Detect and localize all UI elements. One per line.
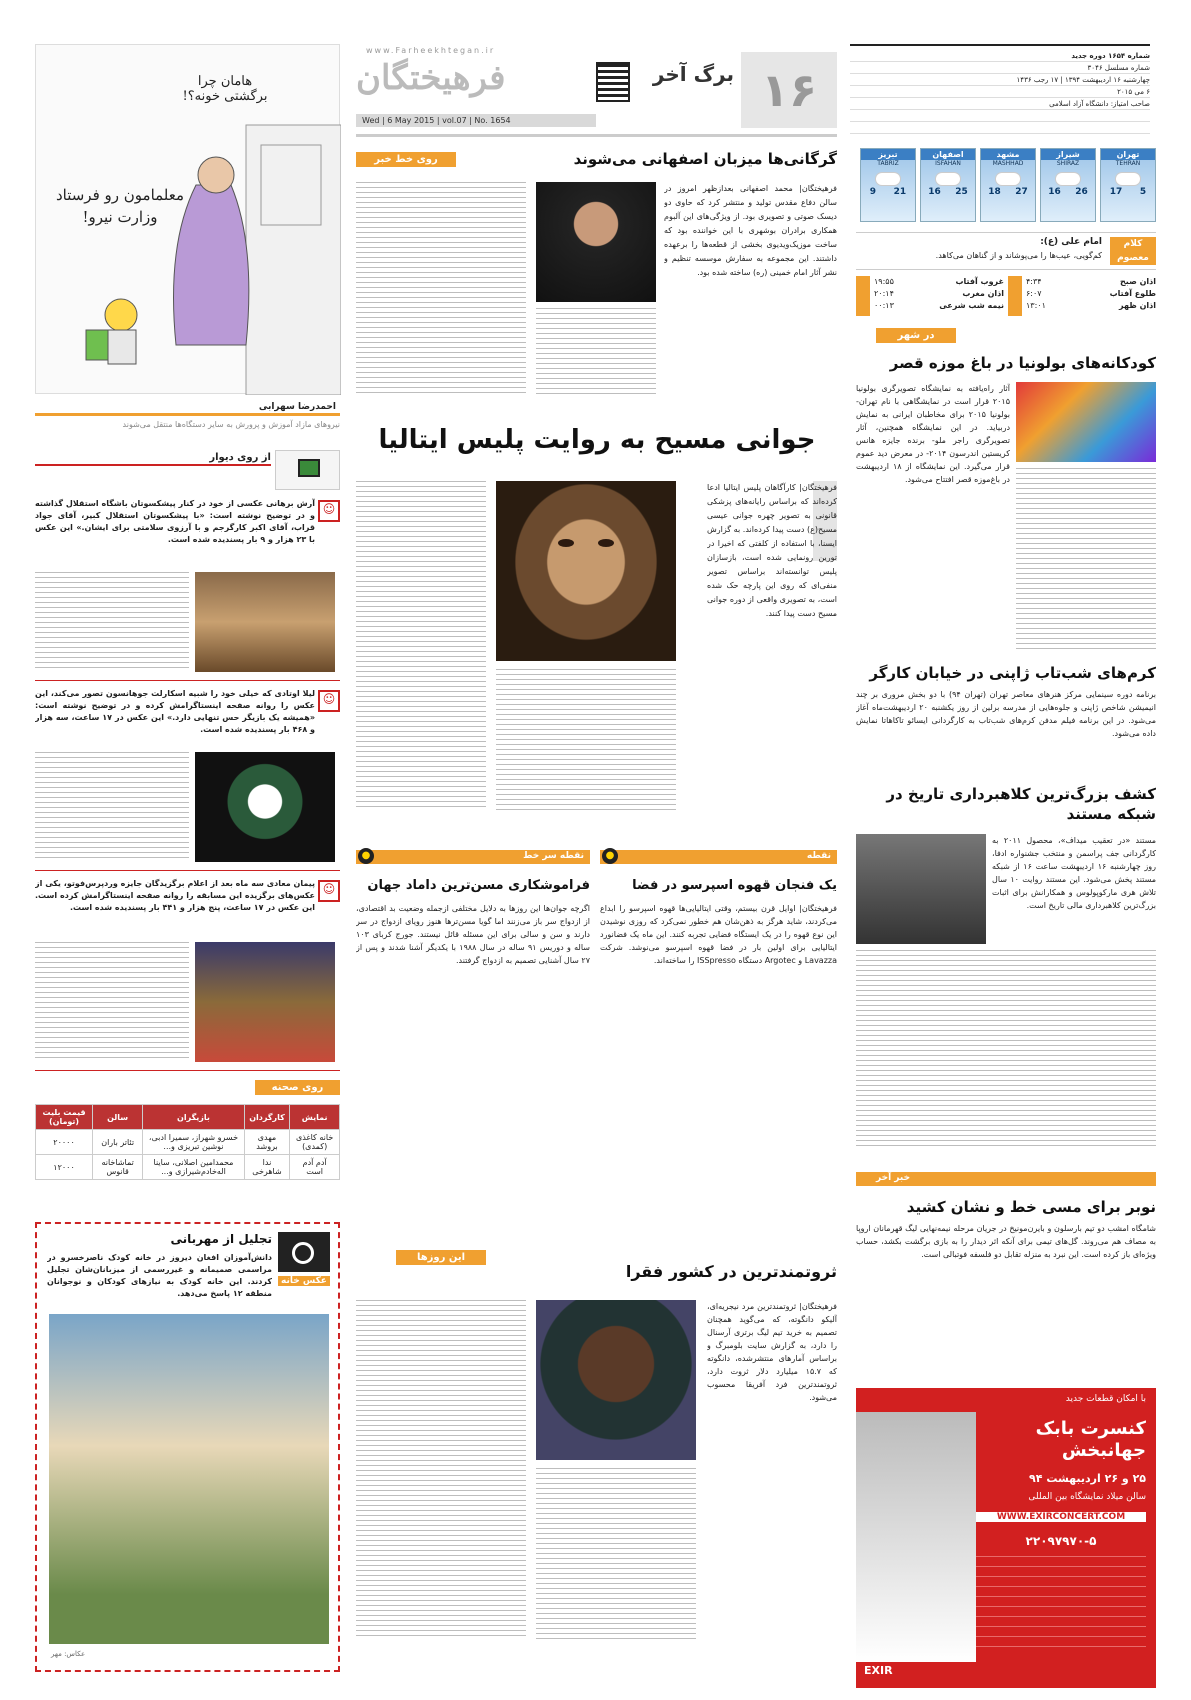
sport-title[interactable]: نوبر برای مسی خط و نشان کشید xyxy=(906,1198,1156,1216)
section-tag: خبر آخر xyxy=(876,1173,911,1183)
section-bar xyxy=(600,850,837,864)
date-fa: چهارشنبه ۱۶ اردیبهشت ۱۳۹۴ | ۱۷ رجب ۱۴۳۶ xyxy=(1016,76,1150,84)
speech-bubble-2: معلمامون رو فرستاد وزارت نیرو! xyxy=(55,186,185,226)
ad-url[interactable]: WWW.EXIRCONCERT.COM xyxy=(976,1512,1146,1522)
temp-high: 9 xyxy=(869,187,877,197)
table-header: بازیگران xyxy=(143,1105,245,1130)
weather-city-en: MASHHAD xyxy=(992,160,1024,167)
post-photo-1 xyxy=(195,572,335,672)
prayer-label: نیمه شب شرعی xyxy=(939,301,1004,310)
date-line: Wed | 6 May 2015 | vol.07 | No. 1654 xyxy=(356,114,596,127)
user-icon: ☺ xyxy=(318,500,340,522)
photo-feature xyxy=(35,1222,340,1672)
weather-city-en: TABRIZ xyxy=(877,160,899,167)
table-cell: ۱۲۰۰۰ xyxy=(36,1155,93,1180)
globe-icon: ● xyxy=(358,848,374,864)
issue-number: شماره ۱۶۵۴ دوره جدید xyxy=(1071,52,1150,60)
feature-photo xyxy=(49,1314,329,1644)
weather-city: تهران xyxy=(1101,149,1155,160)
globe-icon: ● xyxy=(602,848,618,864)
cinema-article xyxy=(856,664,1156,774)
table-cell: ندا شاهرخی xyxy=(244,1155,290,1180)
cloud-icon xyxy=(1056,173,1080,185)
temp-high: 18 xyxy=(988,187,1001,197)
temp-high: 16 xyxy=(928,187,941,197)
bologna-poster xyxy=(1016,382,1156,462)
user-icon: ☺ xyxy=(318,690,340,712)
eye-shape xyxy=(558,539,574,547)
post-photo-2 xyxy=(195,752,335,862)
prayer-time: ۱۹:۵۵ xyxy=(874,277,894,286)
table-row xyxy=(36,1130,340,1155)
main-body-column xyxy=(496,669,676,811)
weather-city: مشهد xyxy=(981,149,1035,160)
groom-body: اگرچه جوان‌ها این روزها به دلایل مختلفی ازجمله وضعیت بد اقتصادی، از ازدواج سر باز می‌زنند اما گویا مسن‌ترها هنوز رویای ازدواج در سر دارند و سن و سالی برای این مسئله قائل نیستند. جورج کربای ۱۰۳ ساله و دوریس ۹۱ ساله در سال ۱۹۸۸ با یکدیگر آشنا شدند و پس از ۲۷ سال آشنایی تصمیم به ازدواج گرفتند. xyxy=(356,904,590,965)
stage-table-box xyxy=(35,1080,340,1210)
groom-article xyxy=(356,850,590,1240)
sport-body: شامگاه امشب دو تیم بارسلون و بایرن‌مونیخ در جریان مرحله نیمه‌نهایی لیگ قهرمانان اروپا به مصاف هم می‌روند. گل‌های تیمی برای آنکه اثر دیدار را به بازی برگشت بکشد، حساب ویژه‌ای باز کرده است. این نبرد به منزله تقابل دو فلسفه فوتبالی است. xyxy=(856,1224,1156,1259)
prayer-label: اذان صبح xyxy=(1120,277,1156,286)
post-photo-3 xyxy=(195,942,335,1062)
cartoon-artist: احمدرضا سهرابی xyxy=(35,402,340,416)
stage-table xyxy=(35,1104,340,1180)
prayer-label: اذان ظهر xyxy=(1119,301,1156,310)
table-cell: آدم آدم است xyxy=(290,1155,340,1180)
prayer-bar-icon xyxy=(856,276,870,316)
city-article xyxy=(856,328,1156,658)
column-tag: از روی دیوار xyxy=(209,452,271,463)
post-body-3 xyxy=(35,942,189,1062)
divider xyxy=(35,870,340,871)
documentary-body-column xyxy=(856,950,1156,1150)
prayer-time: ۴:۳۴ xyxy=(1026,277,1042,286)
eye-shape xyxy=(598,539,614,547)
cloud-icon xyxy=(876,173,900,185)
weather-card xyxy=(1040,148,1096,222)
rich-title[interactable]: ثروتمندترین در کشور فقرا xyxy=(625,1262,837,1281)
divider xyxy=(356,134,837,137)
story-photo xyxy=(536,182,656,302)
prayer-label: اذان مغرب xyxy=(962,289,1004,298)
prayer-bar-icon xyxy=(1008,276,1022,316)
story-body-column xyxy=(356,182,526,397)
table-cell: تئاتر باران xyxy=(93,1130,143,1155)
divider xyxy=(35,464,271,466)
feature-body: دانش‌آموزان افغان دیروز در خانه کودک ناصرخسرو در مراسمی صمیمانه و غیررسمی از میزبانان‌شان تجلیل کردند. این خانه کودک به نیازهای کودکان و نوجوانان منطقه ۱۲ پاسخ می‌دهد. xyxy=(47,1253,272,1298)
dangote-photo xyxy=(536,1300,696,1460)
top-story xyxy=(356,148,837,413)
table-cell: خانه کاغذی (کمدی) xyxy=(290,1130,340,1155)
temp-low: 25 xyxy=(955,187,968,197)
divider xyxy=(35,680,340,681)
quote-text: کم‌گویی، عیب‌ها را می‌پوشاند و از گناهان می‌کاهد. xyxy=(935,251,1102,260)
prayer-time: ۰۰:۱۳ xyxy=(874,301,894,310)
weather-city: اصفهان xyxy=(921,149,975,160)
prayer-times xyxy=(856,276,1156,316)
weather-city-en: SHIRAZ xyxy=(1056,160,1080,167)
jesus-reconstruction-photo xyxy=(496,481,676,661)
coffee-title[interactable]: یک فنجان قهوه اسپرسو در فضا xyxy=(632,878,837,893)
notebook-icon xyxy=(596,62,630,102)
ad-brand: EXIR xyxy=(864,1664,893,1677)
ad-phone[interactable]: ۲۲۰۹۷۹۷۰-۵ xyxy=(1025,1534,1097,1548)
cloud-icon xyxy=(936,173,960,185)
coffee-article xyxy=(600,850,837,1240)
camera-icon xyxy=(278,1232,330,1272)
user-icon: ☺ xyxy=(318,880,340,902)
wall-icon xyxy=(275,450,340,490)
quote-box xyxy=(856,232,1156,270)
documentary-article xyxy=(856,784,1156,1164)
city-title[interactable]: کودکانه‌های بولونیا در باغ موزه قصر xyxy=(889,354,1156,372)
story-tag: روی خط خبر xyxy=(356,152,456,167)
city-body-column xyxy=(1016,468,1156,652)
section-tag: نقطه xyxy=(806,851,831,861)
table-cell: محمدامین اصلانی، ساینا اله‌خادم‌شیرازی و... xyxy=(143,1155,245,1180)
documentary-photo xyxy=(856,834,986,944)
rich-article xyxy=(356,1250,837,1660)
quote-label: کلام معصوم xyxy=(1110,237,1156,265)
city-body: آثار راه‌یافته به نمایشگاه تصویرگری بولونیا ۲۰۱۵ قرار است در نمایشگاهی با نام تهران-بولونیا ۲۰۱۵ برای مخاطبان ایرانی به نمایش دربیاید. در این نمایشگاه همچنین، آثار تصویرگری راجر ملو- برنده جایزه هانس کریستین اندرسون ۲۰۱۴- در معرض دید عموم قرار می‌گیرد. این نمایشگاه از ۱۸ اردیبهشت در باغ‌موزه قصر افتتاح می‌شود. xyxy=(856,384,1010,484)
social-post-3: پیمان معادی سه ماه بعد از اعلام برگزیدگان جایزه وردپرس‌فوتو، یکی از عکس‌های برگزیده این مسابقه را روانه صفحه اینستاگرامش کرده است. این عکس در ۱۷ ساعت، پنج هزار و ۴۴۱ بار پسندیده شده است. xyxy=(35,879,315,912)
table-row xyxy=(36,1155,340,1180)
temp-high: 16 xyxy=(1048,187,1061,197)
social-post-1: آرش برهانی عکسی از خود در کنار پیشکسوتان باشگاه استقلال گذاشته و در توضیح نوشته است: «با پیشکسوتان استقلال کبیر، آقای جواد قراب، آقای اکبر کارگرجم و با آرزوی سلامتی برای ایشان.» این عکس با ۲۳ هزار و ۹ بار پسندیده شده است. xyxy=(35,499,315,544)
weather-card xyxy=(860,148,916,222)
groom-title[interactable]: فراموشکاری مسن‌ترین داماد جهان xyxy=(367,878,590,893)
temp-low: 26 xyxy=(1075,187,1088,197)
table-cell: تماشاخانه قانوس xyxy=(93,1155,143,1180)
quote-author: امام علی (ع): xyxy=(1040,237,1102,247)
temp-low: 5 xyxy=(1139,187,1147,197)
weather-card xyxy=(1100,148,1156,222)
story-body-column xyxy=(536,308,656,397)
frame-icon xyxy=(298,459,320,477)
table-header: نمایش xyxy=(290,1105,340,1130)
ad-title: کنسرت بابک جهانبخش xyxy=(1035,1418,1146,1461)
publisher: صاحب امتیاز: دانشگاه آزاد اسلامی xyxy=(1049,100,1150,108)
documentary-title[interactable]: کشف بزرگ‌ترین کلاهبرداری تاریخ در شبکه مستند xyxy=(886,785,1156,823)
site-url[interactable]: www.Farheekhtegan.ir xyxy=(366,46,496,55)
lens-shape xyxy=(292,1242,314,1264)
prayer-time: ۶:۰۷ xyxy=(1026,289,1042,298)
masthead xyxy=(356,44,837,128)
feature-title[interactable]: تجلیل از مهربانی xyxy=(170,1232,272,1246)
serial-number: شماره مسلسل ۳۰۴۶ xyxy=(1087,64,1150,72)
cartoon-box xyxy=(35,44,340,439)
social-post-2: لیلا اوتادی که خیلی خود را شبیه اسکارلت جوهانسون تصور می‌کند، این عکس را روانه صفحه اینستاگرامش کرده و در توضیح نوشته است: «همیشه یک بازیگر حس تنهایی دارد.» این عکس در ۱۷ ساعت، سه هزار و ۴۶۸ بار پسندیده شده است. xyxy=(35,689,315,734)
rich-body-column xyxy=(536,1468,696,1640)
story-body: فرهیختگان| محمد اصفهانی بعدازظهر امروز در سالن دفاع مقدس تولید و منتشر کرد که حاوی دو دیسک صوتی و تصویری بود. از ویژگی‌های این آلبوم همکاری برادران بوشهری با این خواننده بود که ساخت موزیک‌ویدیوی بخشی از قطعه‌ها را برعهده داشتند. این مجموعه به سفارش موسسه تنظیم و نشر آثار امام خمینی (ره) ساخته شده بود. xyxy=(664,184,837,277)
post-body-1 xyxy=(35,572,189,672)
weather-city-en: ISFAHAN xyxy=(935,160,961,167)
table-header: قیمت بلیت (تومان) xyxy=(36,1105,93,1130)
logo: فرهیختگان xyxy=(356,58,506,98)
weather-city: تبریز xyxy=(861,149,915,160)
page-number: ۱۶ xyxy=(741,52,837,128)
table-header: سالن xyxy=(93,1105,143,1130)
weather-card xyxy=(980,148,1036,222)
ad-dates: ۲۵ و ۲۶ اردیبهشت ۹۴ xyxy=(1029,1472,1146,1485)
prayer-label: غروب آفتاب xyxy=(955,277,1004,286)
main-headline[interactable]: جوانی مسیح به روایت پلیس ایتالیا xyxy=(378,425,816,455)
table-cell: ۲۰۰۰۰ xyxy=(36,1130,93,1155)
weather-strip xyxy=(856,148,1156,222)
weather-city-en: TEHRAN xyxy=(1115,160,1141,167)
section-tag: عکس خانه xyxy=(278,1276,330,1286)
temp-low: 21 xyxy=(893,187,907,197)
date-greg: ۶ می ۲۰۱۵ xyxy=(1117,88,1150,96)
speech-bubble-1: هامان چرا برگشتی خونه؟! xyxy=(182,74,268,104)
ad-outlets-list xyxy=(976,1556,1146,1656)
sport-article xyxy=(856,1172,1156,1382)
divider xyxy=(35,1070,340,1071)
cinema-body: برنامه دوره سینمایی مرکز هنرهای معاصر تهران (تهران ۹۴) با دو بخش مروری بر چند انیمیشن شاخص ژاپنی و جلوه‌هایی از مدرسه برلین از روز یکشنبه ۲۰ اردیبهشت‌ماه آغاز می‌شود. در این برنامه فیلم مدفن کرم‌های شب‌تاب به کارگردانی ایسائو تاکاهاتا نمایش داده می‌شود. xyxy=(856,690,1156,738)
prayer-time: ۱۳:۰۱ xyxy=(1026,301,1046,310)
table-cell: مهدی بروشد xyxy=(244,1130,290,1155)
table-cell: خسرو شهراز، سمیرا ادبی، نوشین تبریزی و... xyxy=(143,1130,245,1155)
temp-high: 17 xyxy=(1109,187,1123,197)
main-article xyxy=(356,425,837,835)
cinema-title[interactable]: کرم‌های شب‌تاب ژاپنی در خیابان کارگر xyxy=(869,664,1156,682)
story-title[interactable]: گرگانی‌ها میزبان اصفهانی می‌شوند xyxy=(573,150,837,168)
rich-body-column xyxy=(356,1300,526,1640)
social-column xyxy=(35,450,340,1190)
cloud-icon xyxy=(996,173,1020,185)
section-tag: روی صحنه xyxy=(255,1080,340,1095)
weather-card xyxy=(920,148,976,222)
ad-top: با امکان قطعات جدید xyxy=(1065,1394,1146,1404)
ad-venue: سالن میلاد نمایشگاه بین المللی xyxy=(1028,1492,1146,1502)
post-body-2 xyxy=(35,752,189,862)
photo-credit: عکاس: مهر xyxy=(51,1650,86,1658)
coffee-body: فرهیختگان| اوایل قرن بیستم، وقتی ایتالیایی‌ها قهوه اسپرسو را ابداع می‌کردند، شاید هرگز به ذهن‌شان هم خطور نمی‌کرد که روزی نوشیدن این نوع قهوه را در یک ایستگاه فضایی تجربه کنند. این ماه یک فضانورد ایتالیایی برای اولین بار در فضا قهوه اسپرسو می‌نوشد. شرکت Lavazza و Argotec دستگاه ISSpresso را ساخته‌اند. xyxy=(600,904,837,965)
cloud-icon xyxy=(1116,173,1140,185)
singer-photo xyxy=(856,1412,976,1662)
weather-city: شیراز xyxy=(1041,149,1095,160)
documentary-body: مستند «در تعقیب میداف»، محصول ۲۰۱۱ به کارگردانی جف پراسمن و منتخب جشنواره ادفا، روز چهارشنبه ۱۶ اردیبهشت ساعت ۱۶ از شبکه مستند پخش می‌شود. این مستند روایت ۱۰ سال تلاش هری مارکوپولوس و همکارانش برای اثبات بزرگ‌ترین کلاهبرداری مالی تاریخ است. xyxy=(992,836,1156,910)
section-tag: این روزها xyxy=(396,1250,486,1265)
info-block xyxy=(850,44,1150,140)
prayer-time: ۲۰:۱۴ xyxy=(874,289,894,298)
cartoon-caption: نیروهای مازاد آموزش و پرورش به سایر دستگاه‌ها منتقل می‌شوند xyxy=(122,420,340,429)
section-tag: نقطه سر خط xyxy=(523,851,584,861)
prayer-label: طلوع آفتاب xyxy=(1109,289,1156,298)
main-body-column xyxy=(356,481,486,811)
section-title: برگ آخر xyxy=(652,62,734,86)
table-header: کارگردان xyxy=(244,1105,290,1130)
main-body: فرهیختگان| کارآگاهان پلیس ایتالیا ادعا کرده‌اند که براساس رایانه‌های پزشکی قانونی به تصویر چهره جوانی عیسی مسیح(ع) دست پیدا کرده‌اند. به گزارش ایسنا، با استفاده از کلفتی که اخیرا در تورین رونمایی شده است، بازسازان پلیس توانسته‌اند براساس تصویر منفی‌ای که روی این پارچه حک شده است، به تصویری واقعی از دوره جوانی مسیح دست پیدا کنند. xyxy=(707,483,837,618)
rich-body: فرهیختگان| ثروتمندترین مرد نیجریه‌ای، آلیکو دانگوته، که می‌گوید همچنان تصمیم به خرید تیم لیگ برتری آرسنال را دارد، به گزارش سایت بلومبرگ و براساس آمارهای منتشرشده، دانگوته که ۱۵.۷ میلیارد دلار ثروت دارد، ثروتمندترین فرد آفریقا محسوب می‌شود. xyxy=(707,1302,837,1402)
section-tag: در شهر xyxy=(876,328,956,343)
concert-ad[interactable] xyxy=(856,1388,1156,1688)
temp-low: 27 xyxy=(1015,187,1028,197)
